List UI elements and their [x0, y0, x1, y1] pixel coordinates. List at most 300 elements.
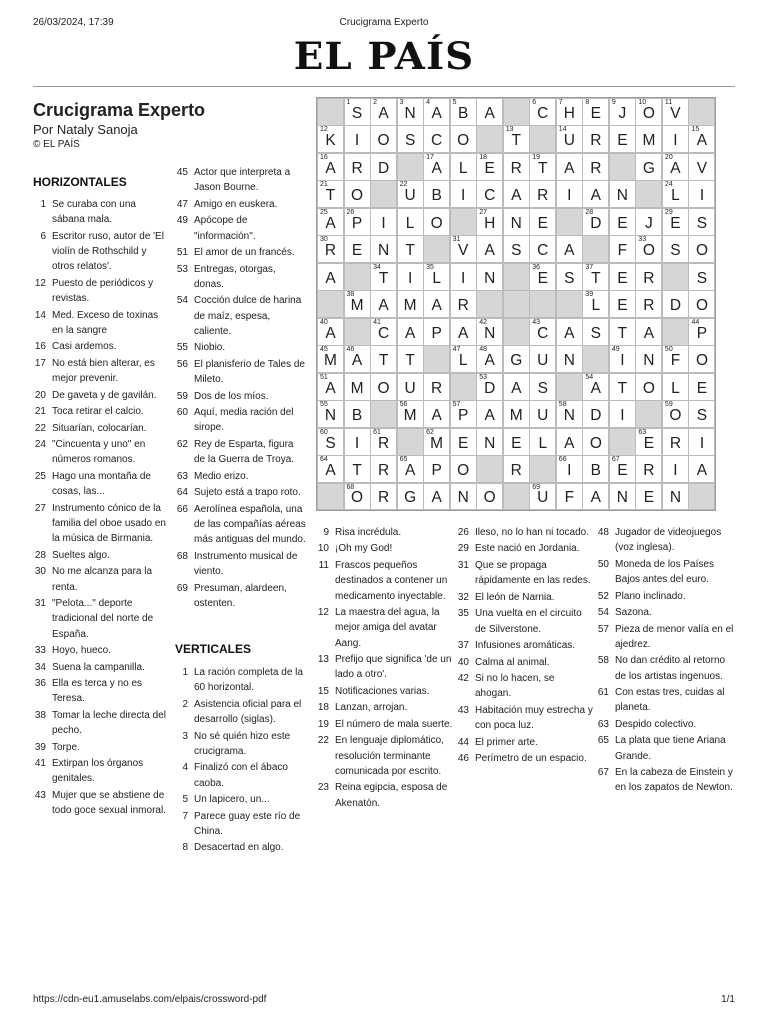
grid-cell	[397, 373, 424, 401]
grid-block	[609, 153, 636, 181]
clue-text: Prefijo que significa 'de un lado a otro'.	[335, 654, 452, 681]
cell-letter: V	[670, 104, 681, 122]
grid-cell	[688, 208, 715, 236]
clue-text: Cocción dulce de harina de maíz, espesa, caliente.	[194, 295, 302, 337]
grid-cell	[476, 153, 503, 181]
clue-item	[172, 792, 307, 807]
cell-letter: L	[458, 352, 468, 370]
grid-block	[635, 180, 662, 208]
clue-text: Sueltes algo.	[52, 549, 110, 561]
grid-cell	[635, 153, 662, 181]
clue-item	[593, 765, 735, 796]
grid-cell	[423, 455, 450, 483]
clue-text: Entregas, otorgas, donas.	[194, 263, 276, 290]
grid-cell	[662, 400, 689, 428]
grid-cell	[609, 318, 636, 346]
clue-text: Situarían, colocarían.	[52, 422, 147, 434]
cell-number: 43	[532, 318, 541, 326]
cell-letter: E	[617, 132, 628, 150]
grid-cell	[397, 180, 424, 208]
clue-item	[30, 308, 168, 339]
clue-text: Este nació en Jordania.	[475, 543, 580, 555]
grid-cell	[503, 428, 530, 456]
clue-text: Presuman, alardeen, ostenten.	[194, 582, 287, 609]
grid-cell	[635, 318, 662, 346]
grid-cell	[688, 153, 715, 181]
clue-text: Medio erizo.	[194, 470, 249, 482]
clue-item	[453, 735, 593, 750]
grid-cell	[450, 98, 477, 126]
clue-text: Casi ardemos.	[52, 341, 117, 353]
cell-letter: A	[590, 379, 602, 397]
cell-number: 17	[426, 153, 434, 161]
cell-letter: T	[352, 462, 362, 480]
clue-text: El número de mala suerte.	[335, 718, 453, 730]
clue-item	[30, 356, 168, 387]
cell-letter: B	[351, 407, 363, 425]
clue-item	[313, 652, 453, 683]
grid-cell	[423, 125, 450, 153]
cell-letter: I	[567, 187, 572, 205]
clue-number: 11	[318, 559, 329, 571]
grid-cell	[476, 180, 503, 208]
cell-letter: R	[351, 159, 363, 177]
cell-number: 28	[585, 208, 594, 216]
cell-letter: S	[511, 242, 522, 260]
grid-cell	[344, 235, 371, 263]
grid-block	[370, 400, 397, 428]
cell-letter: C	[431, 132, 443, 150]
cell-number: 34	[373, 263, 381, 271]
clue-text: Sazona.	[615, 607, 652, 619]
clue-text: Actor que interpreta a Jason Bourne.	[194, 167, 291, 194]
clue-number: 1	[182, 667, 188, 678]
cell-letter: N	[484, 324, 496, 342]
cell-number: 21	[320, 181, 328, 189]
cell-number: 8	[585, 99, 590, 106]
grid-cell	[317, 208, 344, 236]
clue-text: Infusiones aromáticas.	[475, 640, 576, 652]
clue-item	[30, 740, 168, 755]
grid-cell	[476, 318, 503, 346]
grid-block	[317, 483, 344, 511]
cell-letter: U	[404, 187, 416, 205]
clue-text: Escritor ruso, autor de 'El violín de Rothschild y otros relatos'.	[52, 230, 164, 273]
grid-cell	[662, 290, 689, 318]
clue-item	[30, 404, 168, 419]
cell-letter: O	[430, 214, 443, 232]
clue-number: 50	[597, 558, 609, 570]
grid-cell	[397, 318, 424, 346]
cell-number: 48	[479, 346, 487, 354]
cell-number: 47	[452, 346, 461, 354]
grid-block	[476, 290, 503, 318]
cell-number: 18	[479, 153, 487, 161]
clue-item	[172, 697, 307, 728]
clue-item	[172, 262, 307, 293]
clue-text: "Pelota..." deporte tradicional del norte de España.	[52, 598, 154, 640]
grid-block	[556, 290, 583, 318]
cell-number: 4	[426, 99, 431, 106]
grid-block	[503, 263, 530, 291]
grid-cell	[556, 98, 583, 126]
grid-cell	[635, 263, 662, 291]
clue-number: 6	[40, 230, 46, 242]
clue-text: La plata que tiene Ariana Grande.	[615, 735, 726, 762]
grid-cell	[370, 483, 397, 511]
grid-cell	[423, 208, 450, 236]
grid-cell	[688, 125, 715, 153]
cell-letter: E	[458, 434, 469, 452]
cell-letter: R	[431, 379, 443, 397]
cell-letter: A	[458, 324, 469, 342]
grid-cell	[582, 483, 609, 511]
grid-cell	[344, 345, 371, 373]
clue-text: Lanzan, arrojan.	[335, 702, 408, 714]
grid-cell	[423, 400, 450, 428]
cell-letter: E	[643, 434, 655, 452]
cell-letter: R	[537, 187, 549, 205]
clue-item	[313, 541, 453, 556]
grid-block	[397, 428, 424, 456]
cell-letter: E	[617, 214, 628, 232]
cell-letter: L	[432, 269, 441, 287]
clue-text: El primer arte.	[475, 736, 538, 748]
clue-text: No sé quién hizo este crucigrama.	[194, 730, 291, 757]
clue-item	[172, 405, 307, 436]
grid-cell	[556, 263, 583, 291]
cell-letter: A	[564, 242, 575, 260]
cell-letter: A	[564, 159, 575, 177]
grid-cell	[450, 345, 477, 373]
grid-cell	[529, 98, 556, 126]
clue-item	[172, 293, 307, 339]
clue-number: 43	[34, 789, 46, 801]
clue-item	[30, 660, 168, 675]
cell-letter: S	[696, 269, 708, 287]
grid-cell	[317, 400, 344, 428]
cell-letter: S	[564, 269, 575, 287]
clue-item	[172, 213, 307, 244]
cell-letter: R	[510, 462, 522, 480]
cell-letter: J	[645, 214, 653, 232]
clue-number: 49	[176, 215, 188, 227]
clue-number: 44	[457, 736, 469, 748]
cell-number: 42	[479, 318, 487, 326]
cell-letter: R	[377, 462, 390, 480]
clue-text: Risa incrédula.	[335, 527, 402, 538]
cell-letter: A	[325, 379, 336, 397]
grid-cell	[397, 400, 424, 428]
cell-letter: V	[458, 242, 469, 260]
cell-letter: I	[461, 187, 466, 205]
grid-cell	[450, 153, 477, 181]
cell-number: 27	[479, 208, 487, 216]
cell-letter: E	[590, 104, 602, 122]
grid-block	[688, 483, 715, 511]
grid-cell	[317, 125, 344, 153]
cell-letter: C	[537, 104, 549, 122]
clue-text: Sujeto está a trapo roto.	[194, 487, 301, 499]
cell-number: 65	[399, 456, 408, 464]
clue-item	[172, 469, 307, 484]
grid-cell	[370, 98, 397, 126]
cell-letter: A	[564, 324, 575, 342]
clue-item	[593, 717, 735, 732]
grid-cell	[582, 400, 609, 428]
grid-cell	[370, 263, 397, 291]
cell-letter: N	[616, 489, 628, 507]
clue-number: 28	[34, 549, 46, 561]
grid-cell	[635, 290, 662, 318]
clue-text: Habitación muy estrecha y con poca luz.	[475, 704, 593, 732]
clue-number: 51	[176, 247, 188, 259]
cell-letter: H	[563, 104, 575, 122]
clue-number: 65	[597, 735, 609, 747]
grid-cell	[635, 455, 662, 483]
cell-number: 26	[346, 208, 355, 216]
clue-text: Parece guay este río de China.	[194, 810, 301, 837]
cell-letter: I	[699, 187, 705, 205]
clue-item	[172, 197, 307, 212]
grid-cell	[609, 208, 636, 236]
grid-cell	[609, 125, 636, 153]
clue-item	[172, 389, 307, 404]
grid-block	[529, 125, 556, 153]
cell-letter: N	[563, 352, 575, 370]
grid-cell	[476, 263, 503, 291]
cell-letter: P	[431, 462, 442, 480]
clue-item	[172, 502, 307, 548]
clue-number: 47	[176, 198, 188, 210]
clue-text: Suena la campanilla.	[52, 661, 145, 673]
clue-number: 57	[597, 623, 609, 635]
cell-letter: G	[404, 489, 417, 507]
grid-cell	[423, 373, 450, 401]
grid-cell	[370, 125, 397, 153]
clue-number: 56	[176, 358, 188, 370]
grid-cell	[556, 428, 583, 456]
grid-cell	[423, 318, 450, 346]
clue-text: Apócope de "información".	[194, 215, 256, 242]
horizontales-column-1	[30, 197, 168, 820]
cell-letter: E	[696, 379, 708, 397]
grid-block	[317, 290, 344, 318]
grid-cell	[317, 318, 344, 346]
grid-cell	[344, 455, 371, 483]
grid-cell	[529, 180, 556, 208]
clue-number: 53	[176, 263, 188, 275]
grid-block	[476, 125, 503, 153]
clue-number: 31	[457, 559, 469, 571]
grid-cell	[503, 235, 530, 263]
clue-number: 31	[34, 598, 46, 610]
clue-number: 27	[34, 502, 46, 514]
grid-cell	[635, 98, 662, 126]
cell-number: 16	[320, 153, 328, 161]
cell-letter: M	[350, 379, 364, 397]
grid-cell	[609, 345, 636, 373]
cell-number: 60	[320, 428, 328, 436]
puzzle-copyright: © EL PAÍS	[33, 139, 80, 150]
grid-cell	[397, 263, 424, 291]
grid-cell	[582, 180, 609, 208]
clue-number: 64	[176, 487, 188, 499]
clue-item	[30, 388, 168, 403]
cell-letter: T	[511, 132, 521, 150]
cell-letter: O	[351, 187, 364, 205]
clue-item	[453, 606, 593, 637]
clue-item	[453, 671, 593, 702]
grid-cell	[688, 400, 715, 428]
cell-letter: A	[590, 187, 602, 205]
clue-item	[313, 780, 453, 811]
clue-text: Extirpan los órganos genitales.	[52, 758, 144, 785]
clue-item	[453, 751, 593, 766]
clue-text: Si no lo hacen, se ahogan.	[475, 672, 555, 700]
clue-item	[313, 700, 453, 715]
clue-item	[172, 809, 307, 840]
grid-cell	[450, 400, 477, 428]
grid-cell	[344, 98, 371, 126]
cell-letter: O	[695, 352, 708, 370]
grid-cell	[609, 400, 636, 428]
clue-number: 45	[176, 167, 188, 178]
grid-cell	[556, 400, 583, 428]
cell-letter: R	[590, 159, 602, 177]
cell-letter: A	[511, 187, 522, 205]
grid-cell	[397, 98, 424, 126]
clue-number: 54	[176, 295, 188, 307]
cell-letter: C	[537, 324, 549, 342]
grid-cell	[582, 153, 609, 181]
cell-letter: A	[484, 104, 495, 122]
clue-item	[313, 605, 453, 651]
clue-number: 25	[34, 470, 46, 482]
grid-block	[476, 455, 503, 483]
grid-cell	[529, 428, 556, 456]
grid-cell	[423, 180, 450, 208]
cell-letter: L	[671, 379, 680, 397]
grid-cell	[344, 290, 371, 318]
grid-cell	[317, 235, 344, 263]
clue-number: 1	[40, 199, 46, 210]
cell-letter: P	[431, 324, 442, 342]
cell-letter: D	[590, 214, 602, 232]
grid-cell	[317, 263, 344, 291]
cell-letter: I	[620, 352, 625, 370]
clue-item	[30, 756, 168, 787]
verticales-heading: VERTICALES	[175, 642, 252, 656]
clue-item	[453, 703, 593, 734]
grid-cell	[688, 318, 715, 346]
grid-block	[662, 318, 689, 346]
cell-letter: A	[404, 324, 416, 342]
cell-number: 45	[320, 346, 328, 354]
clue-text: Toca retirar el calcio.	[52, 406, 144, 418]
cell-letter: A	[378, 297, 389, 315]
cell-letter: I	[567, 462, 572, 480]
grid-block	[503, 483, 530, 511]
cell-letter: E	[670, 214, 681, 232]
grid-block	[423, 235, 450, 263]
cell-letter: A	[696, 462, 708, 480]
cell-number: 67	[611, 456, 620, 464]
grid-cell	[344, 483, 371, 511]
grid-cell	[476, 483, 503, 511]
cell-letter: A	[325, 269, 336, 287]
clue-text: No está bien alterar, es mejor prevenir.	[52, 357, 155, 385]
cell-letter: S	[696, 214, 708, 232]
clue-number: 67	[597, 767, 609, 779]
cell-number: 33	[638, 236, 647, 244]
grid-cell	[688, 428, 715, 456]
clue-item	[30, 197, 168, 228]
grid-block	[529, 290, 556, 318]
clue-text: Amigo en euskera.	[194, 198, 278, 210]
clue-item	[593, 685, 735, 716]
clue-number: 24	[34, 439, 46, 451]
cell-letter: T	[617, 379, 628, 397]
cell-letter: I	[461, 269, 466, 287]
clue-number: 58	[597, 655, 609, 667]
clue-number: 21	[34, 406, 46, 418]
cell-letter: M	[430, 434, 444, 452]
cell-number: 2	[373, 99, 377, 106]
cell-letter: A	[431, 489, 442, 507]
cell-letter: R	[643, 269, 655, 287]
cell-letter: E	[511, 434, 522, 452]
clue-text: El planisferio de Tales de Mileto.	[194, 358, 305, 386]
clue-item	[30, 788, 168, 819]
grid-cell	[609, 263, 636, 291]
cell-letter: L	[591, 297, 601, 315]
cell-letter: N	[484, 434, 496, 452]
clue-item	[30, 437, 168, 468]
grid-cell	[370, 373, 397, 401]
clue-number: 17	[34, 357, 46, 369]
grid-cell	[503, 400, 530, 428]
clue-text: Un lapicero, un...	[194, 794, 270, 806]
cell-number: 11	[664, 99, 673, 106]
grid-cell	[635, 428, 662, 456]
clue-item	[172, 437, 307, 468]
clue-item	[172, 840, 307, 855]
grid-cell	[476, 345, 503, 373]
clue-text: La ración completa de la 60 horizontal.	[194, 667, 303, 694]
clue-item	[593, 653, 735, 684]
cell-letter: N	[643, 352, 655, 370]
grid-cell	[635, 373, 662, 401]
grid-cell	[397, 455, 424, 483]
cell-number: 68	[346, 483, 355, 491]
grid-cell	[450, 235, 477, 263]
cell-number: 14	[558, 126, 567, 134]
grid-cell	[397, 345, 424, 373]
grid-cell	[582, 428, 609, 456]
cell-number: 50	[664, 346, 673, 354]
grid-cell	[423, 263, 450, 291]
clue-item	[172, 485, 307, 500]
clue-text: Hoyo, hueco.	[52, 645, 111, 657]
clue-text: Pieza de menor valía en el ajedrez.	[615, 623, 734, 650]
clue-text: Notificaciones varias.	[335, 685, 430, 697]
grid-cell	[609, 180, 636, 208]
clue-text: No me alcanza para la renta.	[52, 566, 153, 593]
grid-cell	[397, 208, 424, 236]
clue-number: 36	[34, 678, 46, 690]
grid-cell	[450, 290, 477, 318]
